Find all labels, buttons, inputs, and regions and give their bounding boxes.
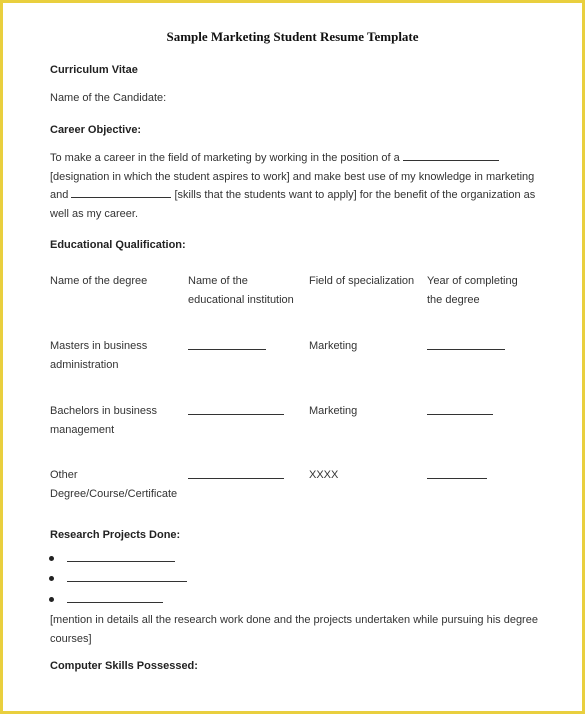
objective-line-4: well as my career. bbox=[50, 207, 139, 220]
col-header-institution-line-2: educational institution bbox=[188, 293, 294, 306]
table-row-degree bbox=[50, 402, 157, 439]
col-header-year-line-1: Year of completing bbox=[427, 275, 518, 287]
col-header-institution-line-1: Name of the bbox=[188, 275, 248, 287]
row-1-institution-blank bbox=[188, 349, 266, 350]
table-row-degree bbox=[50, 337, 147, 374]
row-1-degree-line-2: administration bbox=[50, 358, 119, 371]
computer-skills-heading: Computer Skills Possessed: bbox=[50, 660, 198, 672]
career-objective-heading: Career Objective: bbox=[50, 124, 142, 136]
col-header-field bbox=[309, 272, 414, 291]
row-1-degree-line-1: Masters in business bbox=[50, 340, 148, 352]
col-header-year-line-2: the degree bbox=[427, 293, 480, 306]
research-note-line-2: courses] bbox=[50, 632, 92, 645]
document-title: Sample Marketing Student Resume Template bbox=[166, 29, 419, 44]
skills-blank bbox=[71, 188, 171, 198]
objective-line-2: [designation in which the student aspires to work] and make best use of my knowledge in marketing bbox=[50, 170, 535, 183]
research-note bbox=[50, 611, 538, 648]
row-3-degree-line-2: Degree/Course/Certificate bbox=[50, 487, 178, 500]
col-header-degree bbox=[50, 272, 147, 291]
row-1-year-blank bbox=[427, 349, 505, 350]
row-2-institution-blank bbox=[188, 414, 284, 415]
research-heading: Research Projects Done: bbox=[50, 529, 181, 541]
position-blank bbox=[403, 151, 499, 161]
bullet-icon bbox=[49, 556, 54, 561]
col-header-institution bbox=[188, 272, 294, 309]
row-3-institution-blank bbox=[188, 478, 284, 479]
bullet-icon bbox=[49, 597, 54, 602]
row-2-year-blank bbox=[427, 414, 493, 415]
col-header-degree-line-1: Name of the degree bbox=[50, 275, 148, 287]
row-3-field: XXXX bbox=[309, 469, 339, 481]
research-item-blank bbox=[67, 561, 175, 562]
cv-heading: Curriculum Vitae bbox=[50, 64, 138, 76]
objective-paragraph bbox=[50, 149, 535, 223]
bullet-icon bbox=[49, 576, 54, 581]
objective-line-3-post: [skills that the students want to apply] for the benefit of the organization as bbox=[174, 189, 536, 201]
objective-line-3-pre: and bbox=[50, 189, 69, 201]
research-note-line-1: [mention in details all the research work done and the projects undertaken while pursuing his degree bbox=[50, 614, 538, 626]
row-2-field: Marketing bbox=[309, 405, 358, 417]
resume-page bbox=[3, 3, 582, 711]
page-cutoff bbox=[3, 674, 582, 714]
col-header-field-line-1: Field of specialization bbox=[309, 275, 415, 287]
research-item-blank bbox=[67, 581, 187, 582]
row-2-degree-line-2: management bbox=[50, 423, 115, 436]
objective-line-1 bbox=[50, 149, 535, 168]
col-header-year bbox=[427, 272, 518, 309]
objective-line-3 bbox=[50, 186, 535, 205]
objective-line-1-text: To make a career in the field of marketing by working in the position of a bbox=[50, 152, 400, 164]
research-item-blank bbox=[67, 602, 163, 603]
education-heading: Educational Qualification: bbox=[50, 239, 186, 251]
row-1-field: Marketing bbox=[309, 340, 358, 352]
row-3-year-blank bbox=[427, 478, 487, 479]
row-3-degree-line-1: Other bbox=[50, 469, 78, 481]
row-2-degree-line-1: Bachelors in business bbox=[50, 405, 158, 417]
candidate-name-label: Name of the Candidate: bbox=[50, 92, 167, 104]
table-row-degree bbox=[50, 466, 177, 503]
